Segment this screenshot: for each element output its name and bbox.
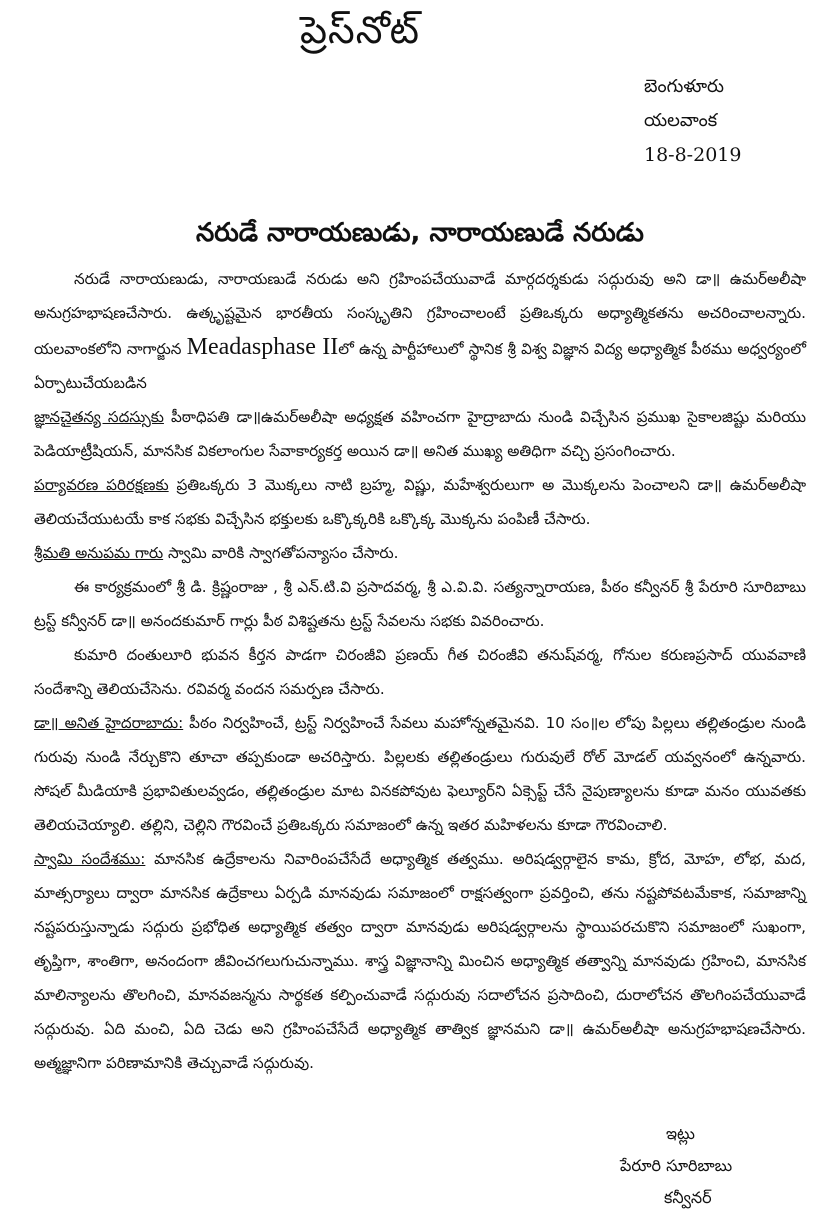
paragraph-swami-message xyxy=(34,842,806,1080)
document-date: 18-8-2019 xyxy=(644,144,742,166)
welcome-text: స్వామి వారికి స్వాగతోపన్యాసం చేసారు. xyxy=(163,544,399,562)
paragraph-sadassu xyxy=(34,400,806,468)
headline: నరుడే నారాయణుడు, నారాయణుడే నరుడు xyxy=(196,218,644,248)
paragraph-anitha xyxy=(34,706,806,842)
place-date-block xyxy=(644,70,741,172)
signature-role: కన్వీనర్ xyxy=(664,1188,712,1207)
place-area: యలవాంక xyxy=(644,110,718,131)
sadassu-text: పీఠాధిపతి డా॥ఉమర్‌అలీషా అధ్యక్షత వహించగా హైద్రాబాదు నుండి విచ్చేసిన ప్రముఖ సైకాలజిష్టు మరియు పెడియాట్రీషియన్, మానసిక వికలాంగుల సేవాకార్యకర్త అయిన డా॥ అనిత ముఖ్య అతిధిగా వచ్చి ప్రసంగించారు. xyxy=(34,408,806,460)
paragraph-intro xyxy=(34,262,806,400)
document-title: ప్రెస్‌నోట్ xyxy=(300,8,420,52)
paragraph-program: ఈ కార్యక్రమంలో శ్రీ డి. క్రిష్ణంరాజు , శ్రీ ఎన్.టి.వి ప్రసాదవర్మ, శ్రీ ఎ.వి.వి. సత్యన్నారాయణ, పీఠం కన్వీనర్ శ్రీ పేరూరి సూరిబాబు ట్రస్ట్ కన్వీనర్ డా॥ అనందకుమార్ గార్లు పీఠ విశిష్టతను ట్రస్ట్ సేవలను సభకు వివరించారు. xyxy=(34,578,806,630)
signature-name: పేరూరి సూరిబాబు xyxy=(620,1156,733,1175)
paragraph-welcome xyxy=(34,536,806,570)
intro-text-a: నరుడే నారాయణుడు, నారాయణుడే నరుడు అని గ్రహింపచేయువాడే మార్గదర్శకుడు సద్గురువు అని డా॥ ఉమర్‌అలీషా అనుగ్రహభాషణచేసారు. ఉత్కృష్టమైన భారతీయ సంస్కృతిని గ్రహించాలంటే ప్రతిఒక్కరు అధ్యాత్మికతను అచరించాలన్నారు. యలవాంకలోని నాగార్జున xyxy=(34,270,806,358)
signature-block xyxy=(620,1118,732,1214)
swami-message-text: మానసిక ఉద్రేకాలను నివారింపచేసేదే అధ్యాత్మిక తత్వము. అరిషడ్వర్గాలైన కామ, క్రోద, మోహ, లోభ, మద, మాత్సర్యాలు ద్వారా మానసిక ఉద్రేకాలు ఏర్పడి మానవుడు సమాజంలో రాక్షసత్వంగా ప్రవర్తించి, తను నష్టపోవటమేకాక, సమాజాన్ని నష్టపరుస్తున్నాడు సద్గురు ప్రభోధిత అధ్యాత్మిక తత్వం ద్వారా మానవుడు అరిషడ్వర్గాలను స్థాయిపరచుకొని సమాజంలో సుఖంగా, తృప్తిగా, శాంతిగా, అనందంగా జీవించగలుగుచున్నాము. శాస్త్ర విజ్ఞానాన్ని మించిన అధ్యాత్మిక తత్వాన్ని మానవుడు గ్రహించి, మానసిక మాలిన్యాలను తొలగించి, మానవజన్మను సార్థకత కల్పించువాడే సద్గురువు సదాలోచన ప్రసాదించి, దురాలోచన తొలగింపచేయువాడే సద్గురువు. ఏది మంచి, ఏది చెడు అని గ్రహింపచేసేదే అధ్యాత్మిక తాత్విక జ్ఞానమని డా॥ ఉమర్‌అలీషా అనుగ్రహభాషణచేసారు. అత్మజ్ఞానిగా పరిణామానికి తెచ్చువాడే సద్గురువు. xyxy=(34,850,807,1072)
environment-heading: పర్యావరణ పరిరక్షణకు xyxy=(34,476,169,494)
paragraph-youth: కుమారి దంతులూరి భువన కీర్తన పాడగా చిరంజీవి ప్రణయ్ గీత చిరంజీవి తనుష్‌వర్మ, గోనుల కరుణప్రసాద్ యువవాణి సందేశాన్ని తెలియచేసెను. రవివర్మ వందన సమర్పణ చేసారు. xyxy=(34,646,806,698)
sadassu-heading: జ్ఞానచైతన్య సదస్సుకు xyxy=(34,408,164,426)
intro-text-b: లో ఉన్న పార్టీహాలులో స్థానిక శ్రీ విశ్వ విజ్ఞాన విద్య అధ్యాత్మిక పీఠము అధ్వర్యంలో ఏర్పాటుచేయబడిన xyxy=(34,340,807,392)
paragraph-environment xyxy=(34,468,806,536)
signature-closing: ఇట్లు xyxy=(666,1124,695,1143)
place-city: బెంగుళూరు xyxy=(644,76,724,97)
press-note-body xyxy=(34,262,806,1080)
environment-text: ప్రతిఒక్కరు 3 మొక్కలు నాటి బ్రహ్మ, విష్ణు, మహేశ్వరులుగా అ మొక్కలను పెంచాలని డా॥ ఉమర్‌అలీషా తెలియచేయుటయే కాక సభకు విచ్చేసిన భక్తులకు ఒక్కొక్కరికి ఒక్కొక్క మొక్కను పంపిణీ చేసారు. xyxy=(34,476,806,528)
venue-name: Meadasphase II xyxy=(186,334,339,360)
anitha-text: పీఠం నిర్వహించే, ట్రస్ట్ నిర్వహించే సేవలు మహోన్నతమైనవి. 10 సం॥ల లోపు పిల్లలు తల్లితండ్రుల నుండి గురువు నుండి నేర్చుకొని తూచా తప్పకుండా అచరిస్తారు. పిల్లలకు తల్లితండ్రులు గురువులే రోల్ మోడల్ యవ్వనంలో ఉన్నవారు. సోషల్ మీడియాకి ప్రభావితులవ్వడం, తల్లితండ్రుల మాట వినకపోవుట ఫెల్యూర్‌ని ఏక్సెప్ట్ చేసే నైపుణ్యాలను కూడా మనం యువతకు తెలియచెయ్యాలి. తల్లిని, చెల్లిని గౌరవించే ప్రతిఒక్కరు సమాజంలో ఉన్న ఇతర మహిళలను కూడా గౌరవించాలి. xyxy=(34,714,806,834)
welcome-heading: శ్రీమతి అనుపమ గారు xyxy=(34,544,164,562)
anitha-heading: డా॥ అనిత హైదరాబాదు: xyxy=(34,714,184,732)
swami-message-heading: స్వామి సందేశము: xyxy=(34,850,146,868)
